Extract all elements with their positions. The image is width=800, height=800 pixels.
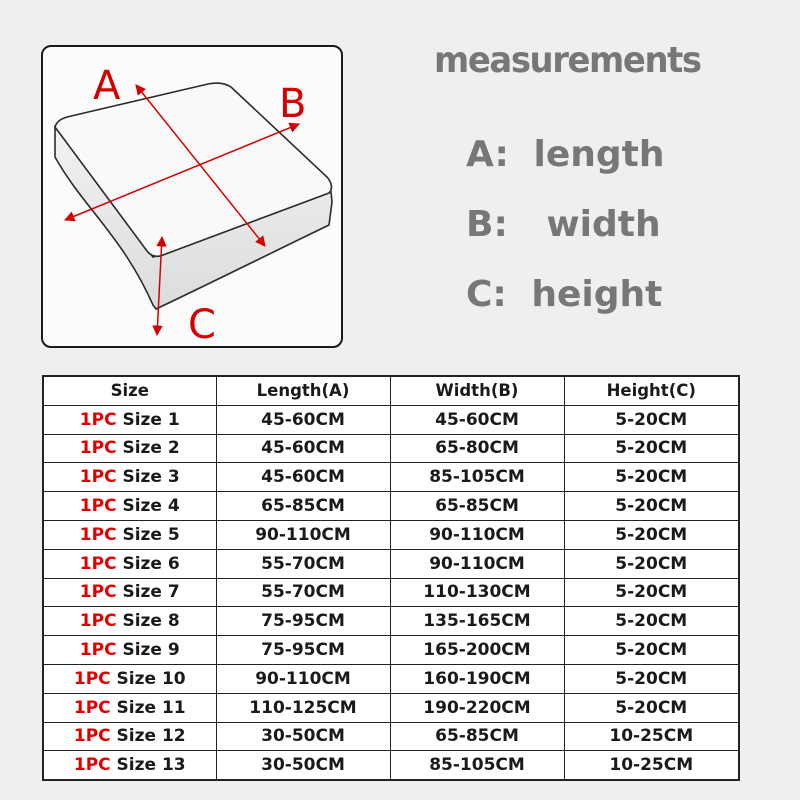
cell-height: 10-25CM xyxy=(564,751,739,780)
cell-length: 30-50CM xyxy=(216,751,390,780)
table-row xyxy=(43,751,739,780)
cell-width: 65-85CM xyxy=(390,722,564,751)
cell-height: 5-20CM xyxy=(564,578,739,607)
cell-size xyxy=(43,434,216,463)
size-label: Size 2 xyxy=(122,438,180,459)
cell-length: 55-70CM xyxy=(216,578,390,607)
size-label: Size 4 xyxy=(122,496,180,517)
table-row xyxy=(43,434,739,463)
size-label: Size 7 xyxy=(122,582,180,603)
cell-size xyxy=(43,664,216,693)
label-b: B xyxy=(279,81,307,127)
cell-width: 90-110CM xyxy=(390,549,564,578)
table-body xyxy=(43,405,739,780)
cell-height: 5-20CM xyxy=(564,636,739,665)
cell-size xyxy=(43,405,216,434)
cell-length: 75-95CM xyxy=(216,607,390,636)
cell-length: 90-110CM xyxy=(216,664,390,693)
cell-length: 90-110CM xyxy=(216,520,390,549)
cell-height: 5-20CM xyxy=(564,463,739,492)
cell-length: 45-60CM xyxy=(216,405,390,434)
header-length: Length(A) xyxy=(216,376,390,405)
label-c: C xyxy=(188,302,216,348)
cell-size xyxy=(43,722,216,751)
legend-value: height xyxy=(531,274,663,315)
table-row xyxy=(43,636,739,665)
legend-key: C: xyxy=(466,274,507,315)
cell-size xyxy=(43,463,216,492)
cell-width: 165-200CM xyxy=(390,636,564,665)
size-label: Size 3 xyxy=(122,467,180,488)
legend-row-c xyxy=(466,274,662,315)
size-label: Size 1 xyxy=(122,409,180,430)
table-row xyxy=(43,492,739,521)
size-label: Size 11 xyxy=(116,697,186,718)
cell-size xyxy=(43,751,216,780)
table-row xyxy=(43,520,739,549)
cell-size xyxy=(43,578,216,607)
cell-length: 45-60CM xyxy=(216,463,390,492)
cell-height: 5-20CM xyxy=(564,434,739,463)
cell-length: 110-125CM xyxy=(216,693,390,722)
cell-size xyxy=(43,549,216,578)
cell-size xyxy=(43,607,216,636)
legend-value: width xyxy=(546,204,661,245)
quantity-label: 1PC xyxy=(79,582,117,603)
cell-length: 65-85CM xyxy=(216,492,390,521)
cell-height: 5-20CM xyxy=(564,607,739,636)
table-row xyxy=(43,549,739,578)
cell-height: 5-20CM xyxy=(564,520,739,549)
cell-width: 65-85CM xyxy=(390,492,564,521)
legend-value: length xyxy=(533,134,665,175)
cell-size xyxy=(43,520,216,549)
quantity-label: 1PC xyxy=(79,553,117,574)
quantity-label: 1PC xyxy=(73,668,111,689)
size-label: Size 8 xyxy=(122,611,180,632)
cell-width: 190-220CM xyxy=(390,693,564,722)
header-height: Height(C) xyxy=(564,376,739,405)
table-row xyxy=(43,664,739,693)
size-label: Size 10 xyxy=(116,668,186,689)
quantity-label: 1PC xyxy=(73,726,111,747)
cushion-diagram xyxy=(41,45,343,348)
size-label: Size 5 xyxy=(122,524,180,545)
size-label: Size 6 xyxy=(122,553,180,574)
size-label: Size 12 xyxy=(116,726,186,747)
cell-height: 5-20CM xyxy=(564,693,739,722)
cell-size xyxy=(43,693,216,722)
measurements-heading: measurements xyxy=(434,40,701,81)
size-chart-table xyxy=(42,375,740,781)
header-width: Width(B) xyxy=(390,376,564,405)
cell-size xyxy=(43,636,216,665)
cushion-illustration xyxy=(43,47,343,348)
cell-width: 85-105CM xyxy=(390,463,564,492)
quantity-label: 1PC xyxy=(79,496,117,517)
quantity-label: 1PC xyxy=(79,611,117,632)
legend-key: A: xyxy=(466,134,509,175)
cell-size xyxy=(43,492,216,521)
label-a: A xyxy=(93,63,121,109)
header-size: Size xyxy=(43,376,216,405)
cell-length: 45-60CM xyxy=(216,434,390,463)
size-label: Size 13 xyxy=(116,755,186,776)
table-row xyxy=(43,578,739,607)
quantity-label: 1PC xyxy=(73,755,111,776)
table-header-row xyxy=(43,376,739,405)
quantity-label: 1PC xyxy=(79,524,117,545)
quantity-label: 1PC xyxy=(79,467,117,488)
cell-height: 5-20CM xyxy=(564,549,739,578)
cell-height: 5-20CM xyxy=(564,405,739,434)
table-row xyxy=(43,463,739,492)
cell-width: 85-105CM xyxy=(390,751,564,780)
quantity-label: 1PC xyxy=(73,697,111,718)
cell-width: 110-130CM xyxy=(390,578,564,607)
quantity-label: 1PC xyxy=(79,438,117,459)
table-row xyxy=(43,693,739,722)
table-row xyxy=(43,722,739,751)
cell-width: 135-165CM xyxy=(390,607,564,636)
cell-width: 45-60CM xyxy=(390,405,564,434)
quantity-label: 1PC xyxy=(79,640,117,661)
cell-length: 30-50CM xyxy=(216,722,390,751)
legend-row-b xyxy=(466,204,661,245)
table-row xyxy=(43,607,739,636)
cell-width: 90-110CM xyxy=(390,520,564,549)
cell-height: 5-20CM xyxy=(564,492,739,521)
cell-length: 75-95CM xyxy=(216,636,390,665)
legend-key: B: xyxy=(466,204,508,245)
cell-width: 160-190CM xyxy=(390,664,564,693)
quantity-label: 1PC xyxy=(79,409,117,430)
cell-height: 10-25CM xyxy=(564,722,739,751)
table-row xyxy=(43,405,739,434)
cell-length: 55-70CM xyxy=(216,549,390,578)
cell-height: 5-20CM xyxy=(564,664,739,693)
legend-row-a xyxy=(466,134,664,175)
cell-width: 65-80CM xyxy=(390,434,564,463)
size-label: Size 9 xyxy=(122,640,180,661)
